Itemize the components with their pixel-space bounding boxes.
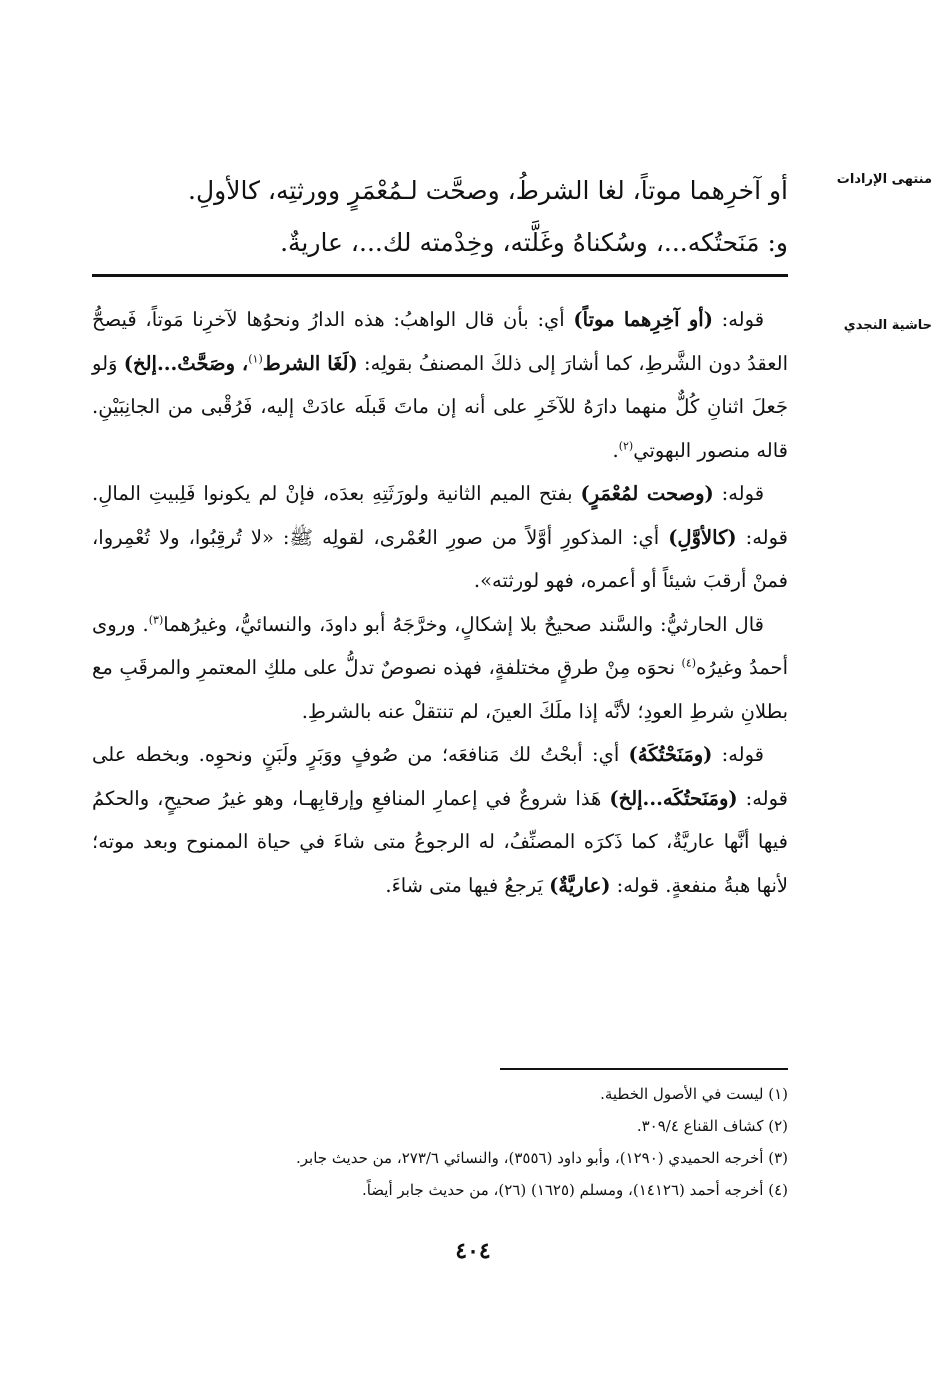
quoted-matn: (وصحت لمُعْمَرٍ) xyxy=(580,482,714,505)
footnote-ref: (٣) xyxy=(148,613,164,626)
footnote-divider xyxy=(500,1068,788,1070)
footnote: (٣) أخرجه الحميدي (١٢٩٠)، وأبو داود (٣٥٥٦)، والنسائي ٢٧٣/٦، من حديث جابر. xyxy=(295,1149,788,1167)
quoted-matn: (عاريَّةٌ) xyxy=(549,873,611,897)
quoted-matn: (كالأوَّلِ) xyxy=(668,525,737,549)
footnote-ref: (١) xyxy=(248,352,263,365)
sharh-paragraph xyxy=(92,603,788,734)
footnote-ref: (٢) xyxy=(618,439,634,452)
sharh-text-run: وَلو جَعلَ اثنانِ كُلٌّ منهما دارَهُ للآخَرِ على أنه إن ماتَ قَبلَه عادَتْ إليه، فَرُقْبى من الجانِبَيْنِ. قاله منصور البهوتي xyxy=(92,351,788,462)
sharh-text-run: أي: بأن قال الواهبُ: هذه الدارُ ونحوُها لآخرِنا مَوتاً، فَيصحُّ العقدُ دون الشَّرطِ، كما أشارَ إلى ذلكَ المصنفُ بقولِه: xyxy=(92,308,788,375)
page-number: ٤٠٤ xyxy=(455,1238,491,1264)
footnote-ref: (٤) xyxy=(681,656,697,670)
side-label-matn: منتهى الإرادات xyxy=(836,172,932,187)
sharh-paragraph xyxy=(92,298,788,472)
side-label-sharh: حاشية النجدي xyxy=(843,318,932,333)
sharh-text-run: قوله: xyxy=(713,482,765,505)
sharh-text-run: قوله: xyxy=(712,743,764,766)
matn-text xyxy=(92,165,788,269)
footnotes xyxy=(92,1078,788,1206)
footnote: (٤) أخرجه أحمد (١٤١٢٦)، ومسلم (١٦٢٥) (٢٦)، من حديث جابر أيضاً. xyxy=(361,1181,788,1199)
sharh-text-run: أي: أبحْتُ لك مَنافعَه؛ من صُوفٍ ووَبَرٍ ولَبَنٍ ونحوِه. وبخطه على قوله: xyxy=(92,743,788,810)
sharh-paragraph xyxy=(92,733,788,907)
sharh-text-run: أي: المذكورِ أوَّلاً من صورِ العُمْرى، لقولِه ﷺ: «لا تُرقِبُوا، ولا تُعْمِروا، فمنْ أرقبَ شيئاً أو أعمره، فهو لورثته». xyxy=(92,525,788,592)
sharh-text-run: نحوَه مِنْ طرقٍ مختلفةٍ، فهذه نصوصٌ تدلُّ على ملكِ المعتمرِ والمرقَبِ مع بطلانِ شرطِ العودِ؛ لأنَّه إذا ملَكَ العينَ، لم تنتقلْ عنه بالشرطِ. xyxy=(92,656,788,723)
sharh-text xyxy=(92,298,788,907)
footnote: (٢) كشاف القناع ٣٠٩/٤. xyxy=(636,1117,788,1135)
sharh-paragraph xyxy=(92,472,788,603)
main-divider xyxy=(92,274,788,277)
quoted-matn: (ومَنَحْتُكَهُ) xyxy=(628,743,713,766)
sharh-text-run: بفتح الميم الثانية ولورَثَتِهِ بعدَه، فإنْ لم يكونوا فَلِبيتِ المالِ. قوله: xyxy=(92,482,788,549)
quoted-matn: (ومَنَحتُكَه...إلخ) xyxy=(609,786,738,810)
footnote: (١) ليست في الأصول الخطية. xyxy=(600,1085,788,1103)
quoted-matn: (لَغَا الشرط xyxy=(262,351,358,375)
sharh-text-run: قال الحارثيُّ: والسَّند صحيحٌ بلا إشكالٍ، وخرَّجَهُ أبو داودَ، والنسائيُّ، وغيرُهما xyxy=(163,612,764,636)
sharh-text-run: يَرجعُ فيها متى شاءَ. xyxy=(385,873,550,897)
sharh-text-run: قوله: xyxy=(712,308,765,331)
sharh-text-run: . وروى أحمدُ وغيرُه xyxy=(92,612,789,679)
quoted-matn: ، وصَحَّتْ...إلخ) xyxy=(123,351,249,375)
matn-line: أو آخرِهما موتاً، لغا الشرطُ، وصحَّت لـمُعْمَرٍ وورثتِه، كالأولِ. xyxy=(188,176,788,205)
sharh-text-run: هَذا شروعٌ في إعمارِ المنافعِ وإرقابِهـا، وهو غيرُ صحيحٍ، والحكمُ فيها أنَّها عاريَّةٌ، كما ذَكرَه المصنِّفُ، له الرجوعُ متى شاءَ في حياة الممنوح وبعد موته؛ لأنها هبةُ منفعةٍ. قوله: xyxy=(92,786,788,897)
matn-line: و: مَنَحتُكه...، وسُكناهُ وغَلَّته، وخِدْمته لك...، عاريةٌ. xyxy=(280,228,788,257)
sharh-text-run: . xyxy=(612,438,619,462)
quoted-matn: (أو آخِرِهما موتاً) xyxy=(573,308,713,331)
